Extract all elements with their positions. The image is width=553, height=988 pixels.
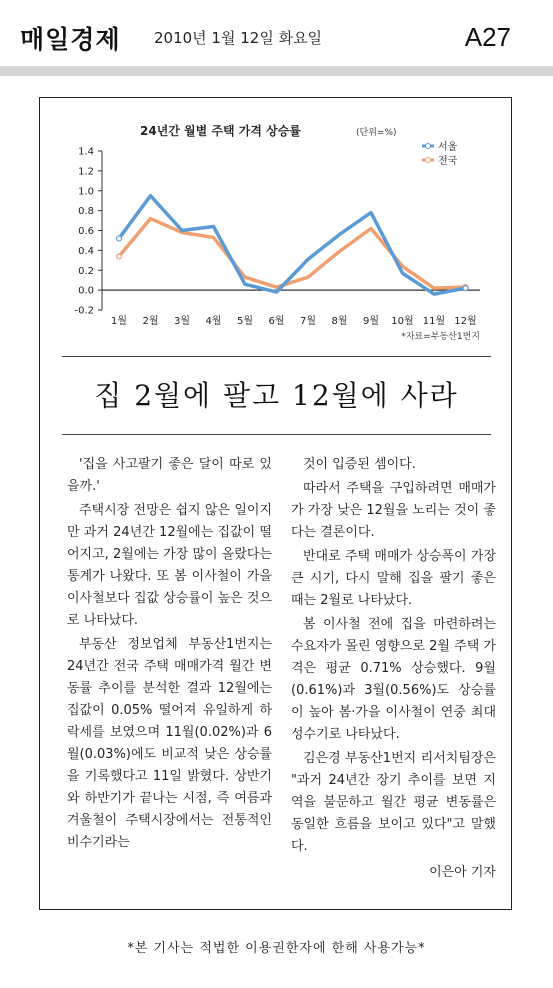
x-tick-label: 1월 (110, 316, 128, 327)
y-tick-label: -0.2 (74, 305, 94, 317)
article-paragraph: 따라서 주택을 구입하려면 매매가가 가장 낮은 12월을 노리는 것이 좋다는 결론이다. (291, 481, 496, 540)
x-tick-label: 8월 (331, 316, 348, 327)
article-paragraph: 부동산 정보업체 부동산1번지는 24년간 전국 주택 매매가격 월간 변동률 추이를 분석한 결과 12월에는 집값이 0.05% 떨어져 유일하게 하락세를 보였으며 11월(0.02%)과 6월(0.03%)에도 비교적 낮은 상승률을 기록했다고 11일 밝혔다. 상반기와 하반기가 끝나는 시점, 즉 여름과 겨울철이 주택시장에서는 전통적인 비수기라는 (67, 637, 272, 850)
newspaper-masthead: 매일경제 (20, 25, 121, 54)
x-tick-label: 2월 (142, 316, 159, 327)
y-tick-label: 0.4 (78, 245, 94, 257)
usage-notice: *본 기사는 적법한 이용권한자에 한해 사용가능* (127, 941, 426, 956)
x-tick-label: 11월 (422, 316, 446, 327)
line-chart (40, 98, 513, 348)
x-tick-label: 7월 (299, 316, 317, 327)
x-tick-label: 12월 (454, 316, 477, 327)
legend-marker (426, 144, 431, 149)
x-tick-label: 6월 (268, 316, 285, 327)
article-box (39, 97, 512, 910)
article-paragraph: 것이 입증된 셈이다. (303, 457, 416, 472)
chart-title: 24년간 월별 주택 가격 상승률 (140, 124, 301, 138)
chart-unit: (단위=%) (356, 128, 397, 138)
y-tick-label: 1.0 (78, 186, 94, 198)
data-point (463, 286, 468, 291)
page-number: A27 (464, 22, 511, 52)
article-column-left (67, 454, 272, 856)
article-paragraph: 김은경 부동산1번지 리서치팀장은 "과거 24년간 장기 추이를 보면 지역을 불문하고 월간 평균 변동률은 동일한 흐름을 보이고 있다"고 말했다. (291, 751, 496, 854)
article-column-right (291, 454, 496, 884)
data-point (117, 254, 122, 259)
divider-bottom (62, 434, 491, 435)
legend-label: 전국 (438, 156, 458, 167)
page-header (0, 0, 553, 70)
y-tick-label: 0.2 (78, 265, 94, 277)
series-line-서울 (119, 196, 466, 294)
y-tick-label: 0.8 (78, 206, 94, 218)
y-tick-label: 0.6 (78, 226, 94, 237)
y-tick-label: 0.0 (78, 285, 94, 297)
x-tick-label: 10월 (391, 316, 414, 327)
article-paragraph: 반대로 주택 매매가 상승폭이 가장 큰 시기, 다시 말해 집을 팔기 좋은 때는 2월로 나타났다. (291, 549, 496, 608)
data-point (117, 236, 122, 241)
y-tick-label: 1.2 (78, 166, 94, 178)
issue-date: 2010년 1월 12일 화요일 (154, 29, 323, 47)
legend-label: 서울 (438, 142, 458, 153)
x-tick-label: 3월 (173, 316, 191, 327)
price-change-chart (40, 98, 513, 348)
legend-marker (426, 158, 431, 163)
chart-source: *자료=부동산1번지 (401, 332, 480, 342)
reporter-byline: 이은아 기자 (429, 865, 496, 880)
y-tick-label: 1.4 (78, 146, 94, 158)
article-paragraph: 봄 이사철 전에 집을 마련하려는 수요자가 몰린 영향으로 2월 주택 가격은 평균 0.71% 상승했다. 9월(0.61%)과 3월(0.56%)도 상승률이 높아 봄·가을 이사철이 연중 최대 성수기로 나타났다. (291, 617, 496, 742)
article-paragraph: 주택시장 전망은 쉽지 않은 일이지만 과거 24년간 12월에는 집값이 떨어지고, 2월에는 가장 많이 올랐다는 통계가 나왔다. 또 봄 이사철이 가을 이사철보다 집값 상승률이 높은 것으로 나타났다. (67, 503, 272, 628)
article-paragraph: '집을 사고팔기 좋은 달이 따로 있을까.' (67, 457, 272, 494)
x-tick-label: 5월 (236, 316, 254, 327)
header-rule (0, 66, 553, 76)
x-tick-label: 4월 (205, 316, 222, 327)
divider-top (62, 356, 491, 357)
x-tick-label: 9월 (362, 316, 380, 327)
article-headline: 집 2월에 팔고 12월에 사라 (94, 379, 459, 412)
